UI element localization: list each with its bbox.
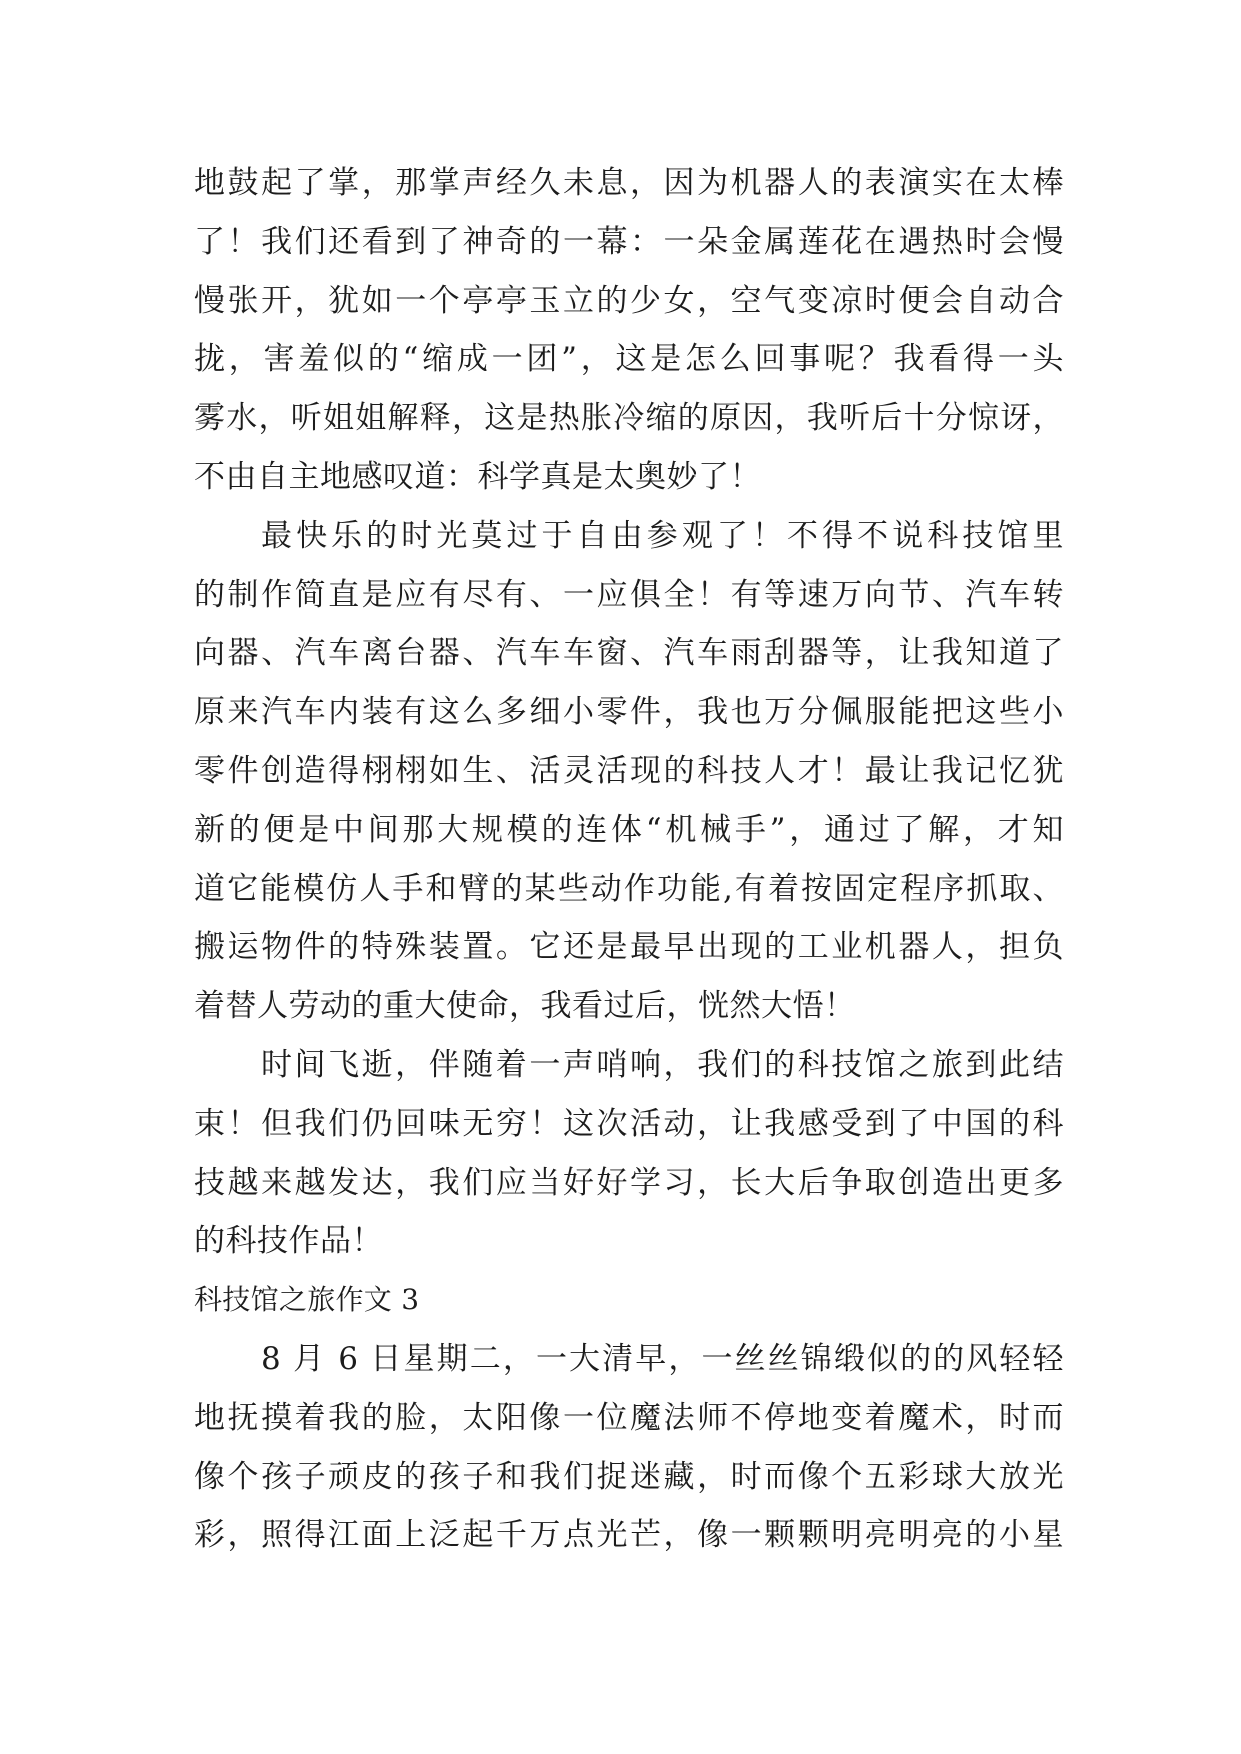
paragraph-line: 8 月 6 日星期二，一大清早，一丝丝锦缎似的的风轻轻 — [261, 1340, 1064, 1377]
paragraph-line: 零件创造得栩栩如生、活灵活现的科技人才！最让我记忆犹 — [194, 752, 1064, 789]
paragraph-line: 向器、汽车离台器、汽车车窗、汽车雨刮器等，让我知道了 — [194, 635, 1064, 672]
paragraph-line: 新的便是中间那大规模的连体“机械手”，通过了解，才知 — [194, 811, 1064, 848]
paragraph-line: 地鼓起了掌，那掌声经久未息，因为机器人的表演实在太棒 — [194, 165, 1064, 201]
paragraph-line: 束！但我们仍回味无穷！这次活动，让我感受到了中国的科 — [194, 1105, 1064, 1142]
paragraph — [194, 154, 1064, 507]
paragraph-line: 道它能模仿人手和臂的某些动作功能,有着按固定程序抓取、 — [194, 870, 1064, 907]
paragraph-line: 的制作简直是应有尽有、一应俱全！有等速万向节、汽车转 — [194, 576, 1064, 613]
paragraph-line: 最快乐的时光莫过于自由参观了！不得不说科技馆里 — [261, 517, 1064, 554]
paragraph-line: 原来汽车内装有这么多细小零件，我也万分佩服能把这些小 — [194, 694, 1064, 731]
paragraph-line: 不由自主地感叹道：科学真是太奥妙了！ — [194, 458, 761, 495]
document-page — [194, 154, 1064, 1565]
paragraph-line: 拢，害羞似的“缩成一团”，这是怎么回事呢？我看得一头 — [194, 341, 1064, 378]
paragraph-line: 了！我们还看到了神奇的一幕：一朵金属莲花在遇热时会慢 — [194, 223, 1064, 260]
paragraph-line: 着替人劳动的重大使命，我看过后，恍然大悟！ — [194, 988, 856, 1025]
paragraph — [194, 1036, 1064, 1271]
paragraph-line: 彩，照得江面上泛起千万点光芒，像一颗颗明亮明亮的小星 — [194, 1517, 1064, 1554]
essay-title: 科技馆之旅作文 3 — [194, 1283, 420, 1317]
paragraph-line: 搬运物件的特殊装置。它还是最早出现的工业机器人，担负 — [194, 929, 1064, 966]
paragraph-line: 技越来越发达，我们应当好好学习，长大后争取创造出更多 — [194, 1164, 1064, 1201]
paragraph-line: 雾水，听姐姐解释，这是热胀冷缩的原因，我听后十分惊讶， — [194, 400, 1064, 437]
paragraph — [194, 507, 1064, 1036]
paragraph-line: 像个孩子顽皮的孩子和我们捉迷藏，时而像个五彩球大放光 — [194, 1458, 1064, 1495]
paragraph-line: 时间飞逝，伴随着一声哨响，我们的科技馆之旅到此结 — [261, 1046, 1064, 1083]
paragraph-line: 慢张开，犹如一个亭亭玉立的少女，空气变凉时便会自动合 — [194, 282, 1064, 319]
paragraph-line: 的科技作品！ — [194, 1223, 383, 1260]
paragraph — [194, 1330, 1064, 1565]
paragraph-line: 地抚摸着我的脸，太阳像一位魔法师不停地变着魔术，时而 — [194, 1399, 1064, 1436]
